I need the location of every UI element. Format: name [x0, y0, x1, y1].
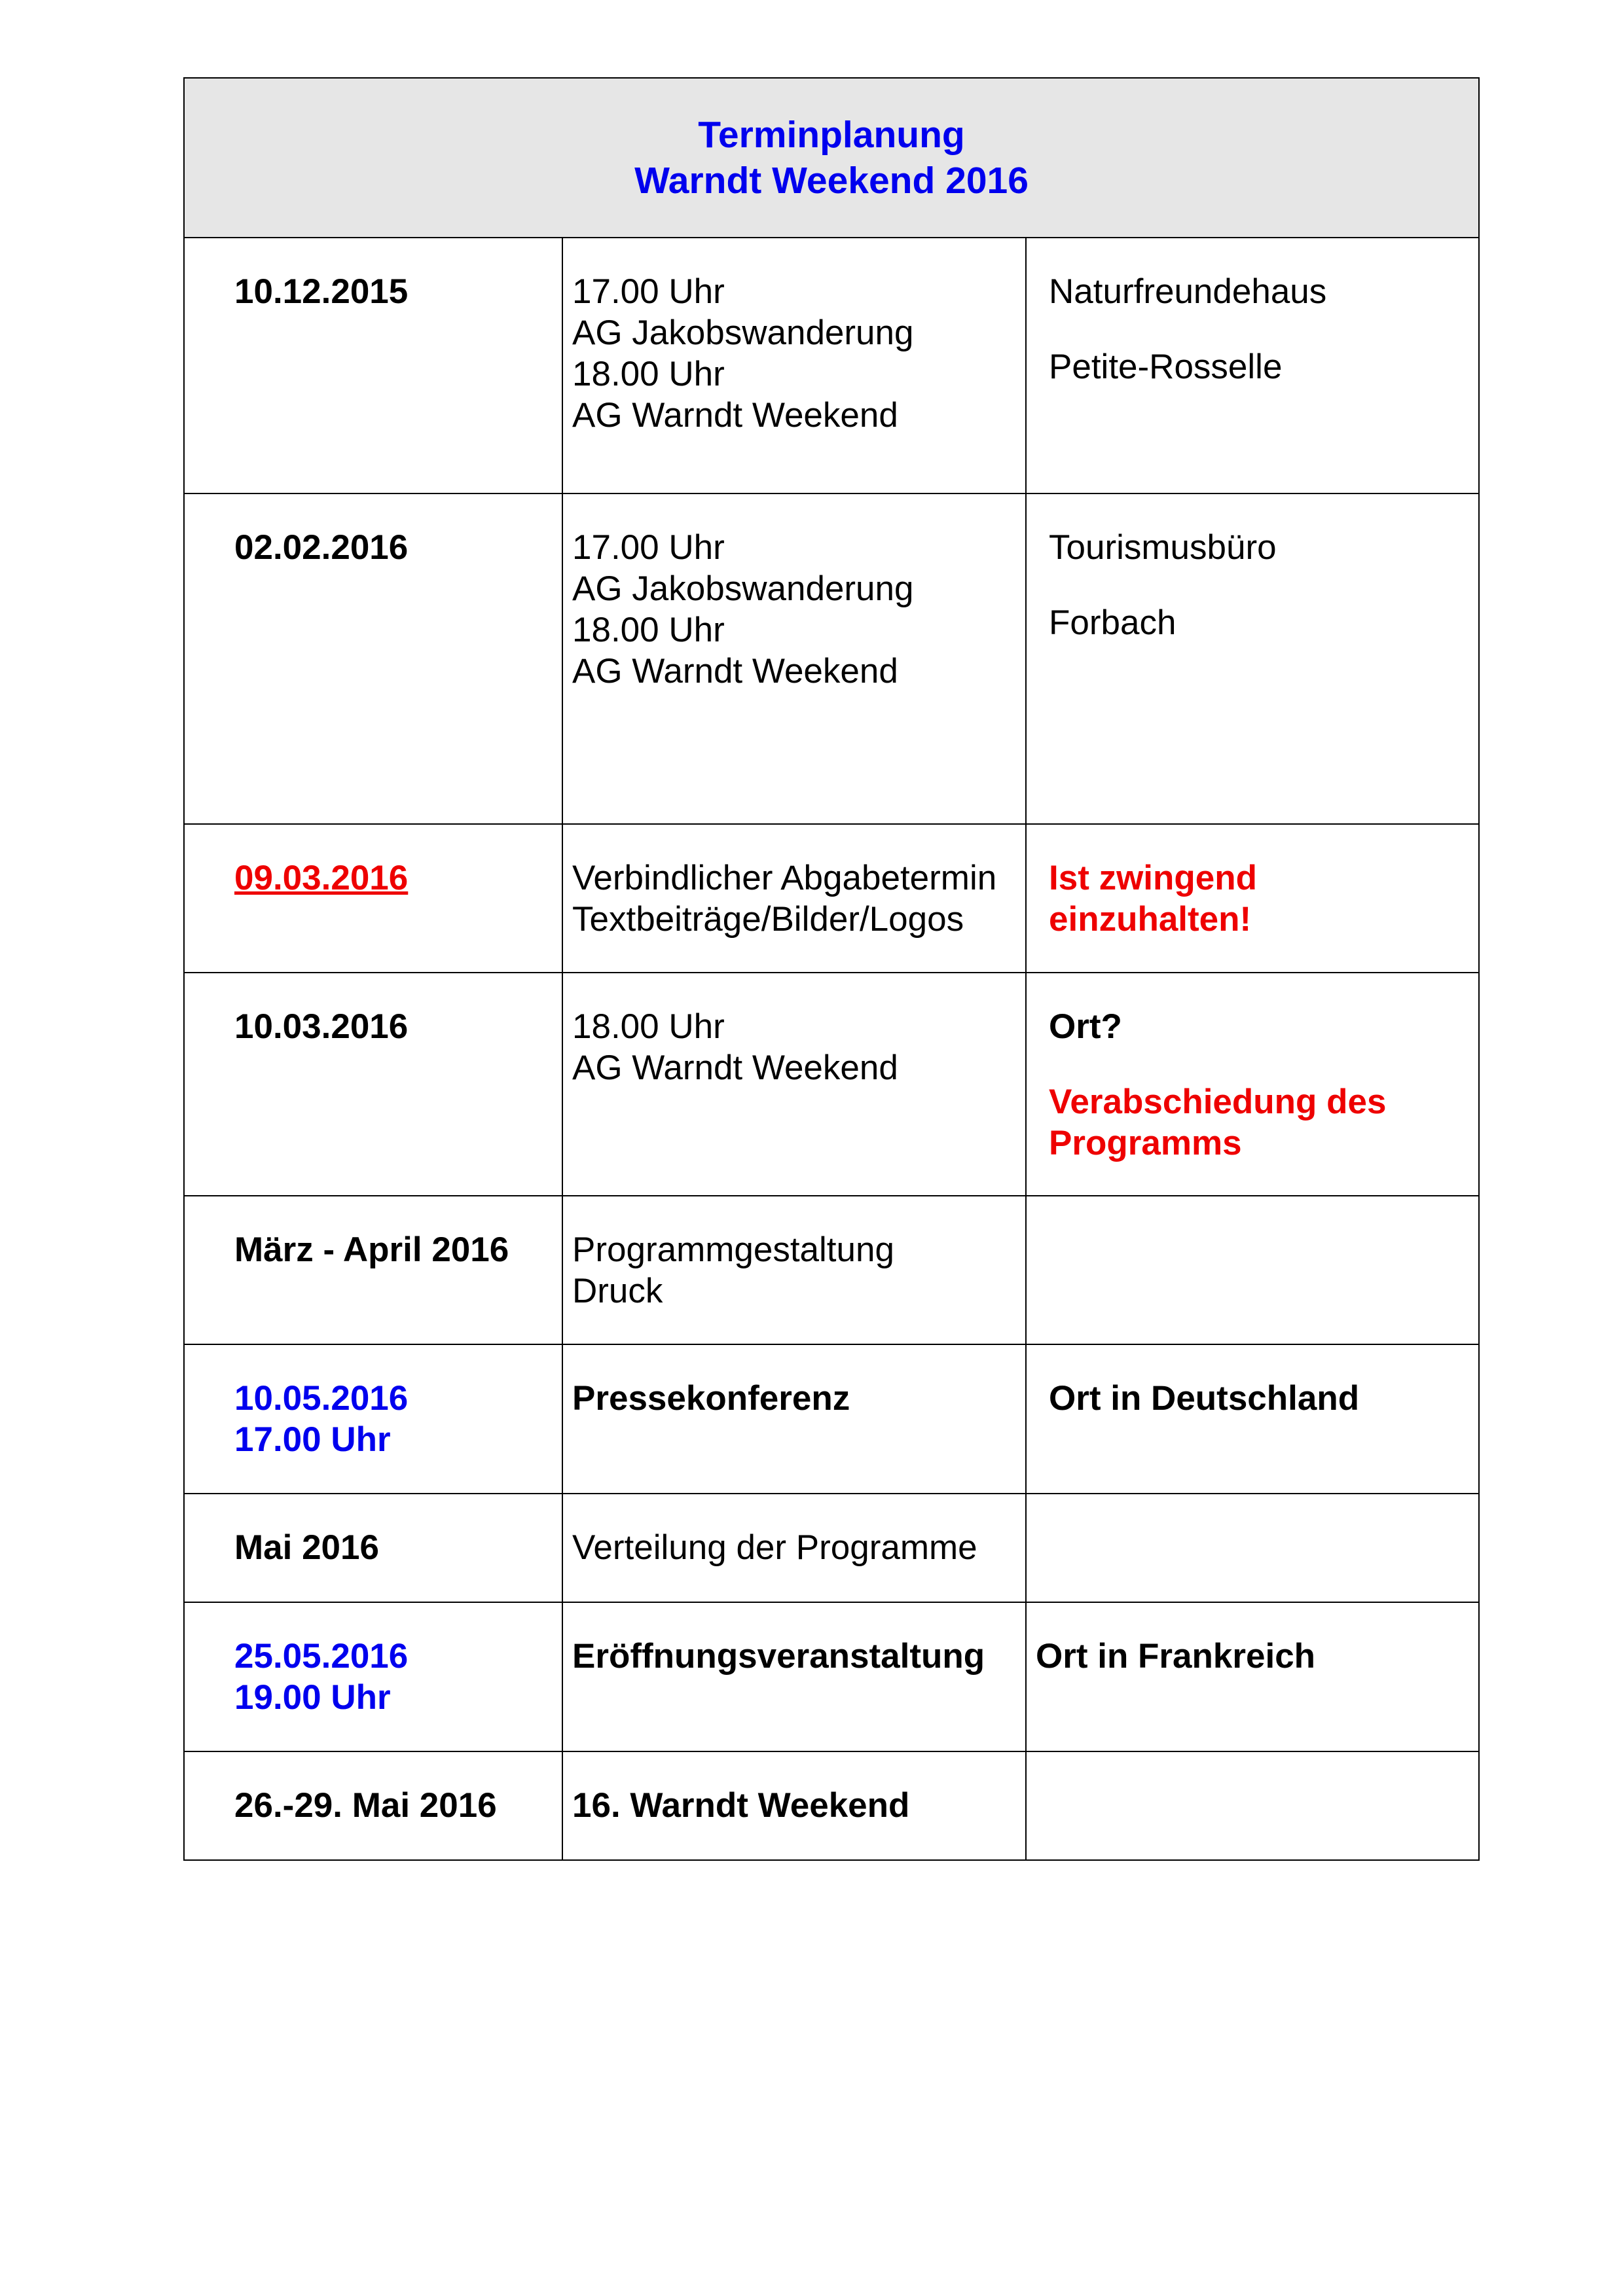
description-cell	[562, 1196, 1026, 1344]
desc-line: AG Jakobswanderung	[572, 569, 914, 608]
schedule-table	[183, 77, 1480, 1861]
place-line: Ist zwingend	[1049, 859, 1257, 897]
table-row	[184, 493, 1479, 824]
table-row	[184, 1602, 1479, 1751]
desc-line: Textbeiträge/Bilder/Logos	[572, 900, 964, 939]
desc-line: Verteilung der Programme	[572, 1528, 977, 1567]
desc-line: 17.00 Uhr	[572, 272, 725, 311]
place-cell	[1026, 1751, 1479, 1860]
desc-line: Verbindlicher Abgabetermin	[572, 859, 997, 897]
title-cell	[184, 78, 1479, 238]
place-cell	[1026, 1344, 1479, 1494]
place-line: Verabschiedung des	[1049, 1083, 1387, 1121]
desc-line: Eröffnungsveranstaltung	[572, 1637, 985, 1676]
description-cell	[562, 1751, 1026, 1860]
date-text: 09.03.2016	[234, 859, 409, 897]
date-text: 25.05.2016	[234, 1637, 409, 1676]
title-line-2: Warndt Weekend 2016	[634, 160, 1029, 202]
date-text: Mai 2016	[234, 1528, 379, 1567]
place-cell	[1026, 824, 1479, 973]
table-row	[184, 1344, 1479, 1494]
desc-line: Druck	[572, 1272, 663, 1310]
date-cell	[184, 1751, 562, 1860]
date-cell	[184, 238, 562, 493]
description-cell	[562, 824, 1026, 973]
title-row	[184, 78, 1479, 238]
place-cell	[1026, 1196, 1479, 1344]
desc-line: AG Warndt Weekend	[572, 652, 898, 691]
date-cell	[184, 1344, 562, 1494]
table-row	[184, 1494, 1479, 1602]
desc-line: 16. Warndt Weekend	[572, 1786, 910, 1825]
desc-line: AG Jakobswanderung	[572, 314, 914, 352]
description-cell	[562, 973, 1026, 1196]
place-line: Naturfreundehaus	[1049, 272, 1327, 311]
place-line: Forbach	[1049, 603, 1176, 642]
desc-line: AG Warndt Weekend	[572, 396, 898, 435]
place-cell	[1026, 973, 1479, 1196]
place-line: Petite-Rosselle	[1049, 348, 1283, 386]
place-line: Ort in Deutschland	[1049, 1379, 1360, 1418]
desc-line: 18.00 Uhr	[572, 611, 725, 649]
time-text: 17.00 Uhr	[234, 1420, 391, 1459]
place-cell	[1026, 1602, 1479, 1751]
place-cell	[1026, 238, 1479, 493]
description-cell	[562, 1602, 1026, 1751]
table-row	[184, 824, 1479, 973]
place-cell	[1026, 493, 1479, 824]
desc-line: Programmgestaltung	[572, 1230, 894, 1269]
desc-line: Pressekonferenz	[572, 1379, 850, 1418]
date-text: 10.12.2015	[234, 272, 409, 311]
date-cell	[184, 1196, 562, 1344]
place-line: Tourismusbüro	[1049, 528, 1277, 567]
date-text: 10.05.2016	[234, 1379, 409, 1418]
place-line: Ort in Frankreich	[1036, 1637, 1316, 1676]
description-cell	[562, 1494, 1026, 1602]
date-cell	[184, 493, 562, 824]
title-line-1: Terminplanung	[698, 114, 965, 156]
date-text: 10.03.2016	[234, 1007, 409, 1046]
date-cell	[184, 973, 562, 1196]
description-cell	[562, 1344, 1026, 1494]
date-text: März - April 2016	[234, 1230, 509, 1269]
date-cell	[184, 1494, 562, 1602]
date-cell	[184, 824, 562, 973]
date-text: 02.02.2016	[234, 528, 409, 567]
desc-line: 18.00 Uhr	[572, 355, 725, 393]
description-cell	[562, 493, 1026, 824]
table-row	[184, 1196, 1479, 1344]
place-line: Programms	[1049, 1124, 1242, 1162]
table-row	[184, 1751, 1479, 1860]
time-text: 19.00 Uhr	[234, 1678, 391, 1717]
place-cell	[1026, 1494, 1479, 1602]
table-row	[184, 973, 1479, 1196]
table-row	[184, 238, 1479, 493]
desc-line: 17.00 Uhr	[572, 528, 725, 567]
description-cell	[562, 238, 1026, 493]
desc-line: AG Warndt Weekend	[572, 1049, 898, 1087]
date-text: 26.-29. Mai 2016	[234, 1786, 497, 1825]
date-cell	[184, 1602, 562, 1751]
desc-line: 18.00 Uhr	[572, 1007, 725, 1046]
place-line: einzuhalten!	[1049, 900, 1252, 939]
place-line: Ort?	[1049, 1007, 1122, 1046]
